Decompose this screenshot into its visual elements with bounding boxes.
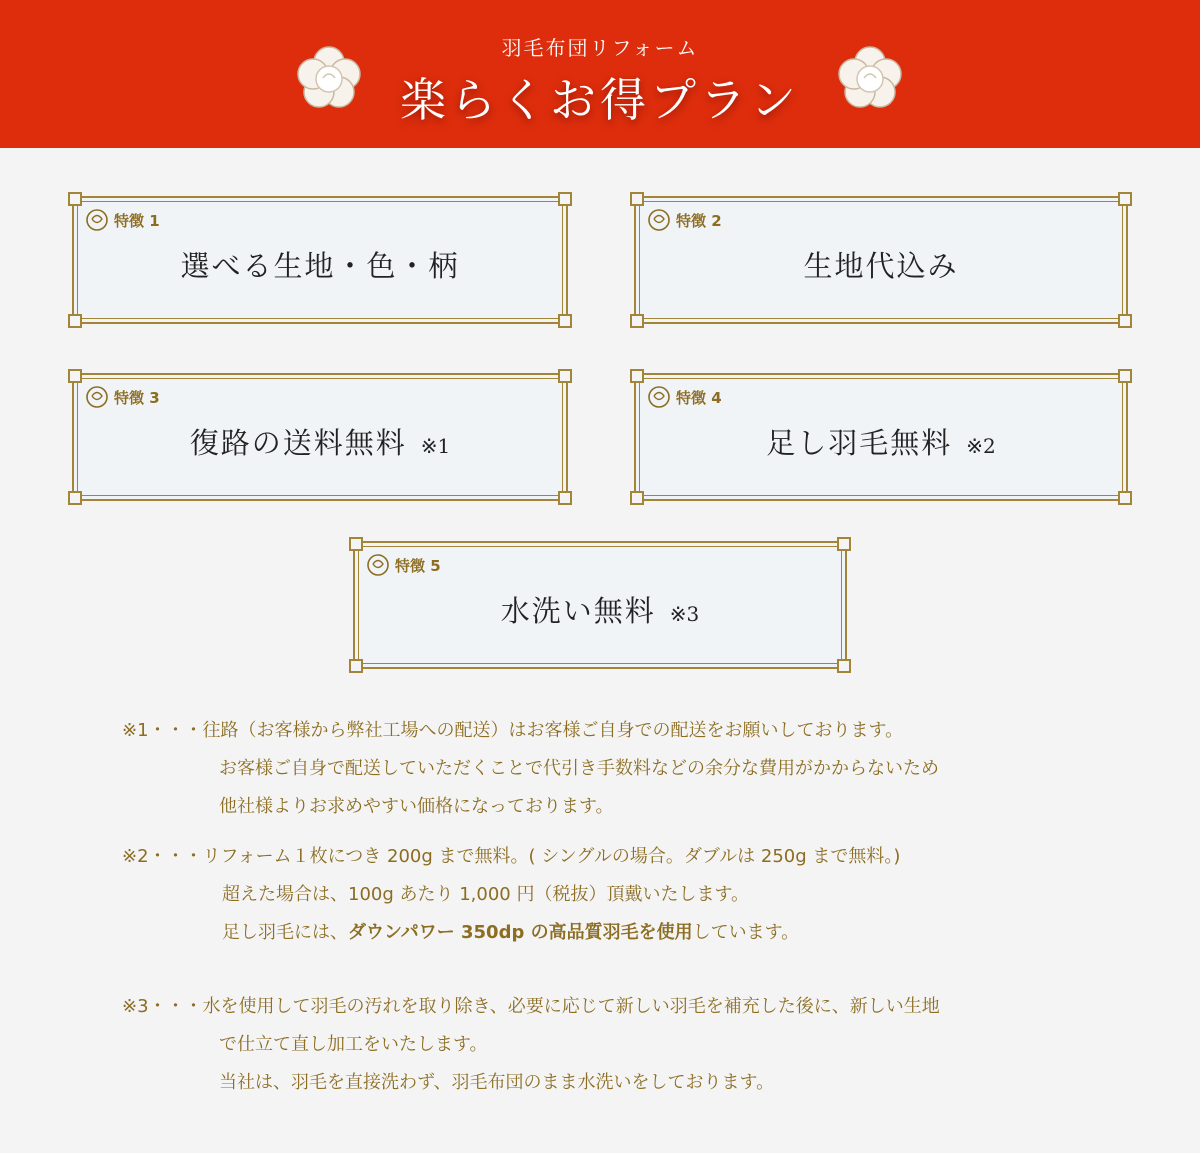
feature-card-2	[634, 196, 1128, 324]
feature-label: 足し羽毛無料	[766, 426, 953, 460]
feature-card-5	[353, 541, 847, 669]
feature-tag: 特徴 1	[114, 211, 160, 230]
footnote-3: ※3・・・水を使用して羽毛の汚れを取り除き、必要に応じて新しい羽毛を補充した後に、新しい生地 で仕立て直し加工をいたします。 当社は、羽毛を直接洗わず、羽毛布団のまま水洗いをしております。	[122, 996, 940, 1093]
page-title: 楽らくお得プラン	[400, 73, 800, 127]
cotton-flower-icon	[834, 42, 906, 114]
feature-label: 復路の送料無料	[189, 426, 407, 460]
feature-label: 水洗い無料	[500, 594, 656, 628]
feature-card-3	[72, 373, 568, 501]
footnote-2: ※2・・・リフォーム１枚につき 200g まで無料。( シングルの場合。ダブルは 250g まで無料。) 超えた場合は、100g あたり 1,000 円（税抜）頂戴いたします。 足し羽毛には、ダウンパワー 350dp の高品質羽毛を使用しています。	[122, 846, 901, 943]
feature-card-4	[634, 373, 1128, 501]
flower-badge-icon	[84, 384, 110, 410]
feature-label: 選べる生地・色・柄	[180, 249, 460, 283]
footnote-1: ※1・・・往路（お客様から弊社工場への配送）はお客様ご自身での配送をお願いしております。 お客様ご自身で配送していただくことで代引き手数料などの余分な費用がかからないため 他社様よりお求めやすい価格になっております。	[122, 720, 939, 817]
flower-badge-icon	[365, 552, 391, 578]
feature-label: 生地代込み	[803, 249, 959, 283]
header-subtitle: 羽毛布団リフォーム	[501, 36, 699, 60]
feature-note: ※1	[420, 434, 451, 458]
footnotes	[122, 712, 1122, 1114]
feature-tag: 特徴 2	[676, 211, 722, 230]
feature-tag: 特徴 3	[114, 388, 160, 407]
feature-tag: 特徴 5	[395, 556, 441, 575]
flower-badge-icon	[646, 207, 672, 233]
feature-note: ※2	[966, 434, 996, 458]
feature-note: ※3	[669, 602, 700, 626]
feature-card-1	[72, 196, 568, 324]
flower-badge-icon	[646, 384, 672, 410]
feature-tag: 特徴 4	[676, 388, 722, 407]
flower-badge-icon	[84, 207, 110, 233]
header-banner	[0, 0, 1200, 148]
